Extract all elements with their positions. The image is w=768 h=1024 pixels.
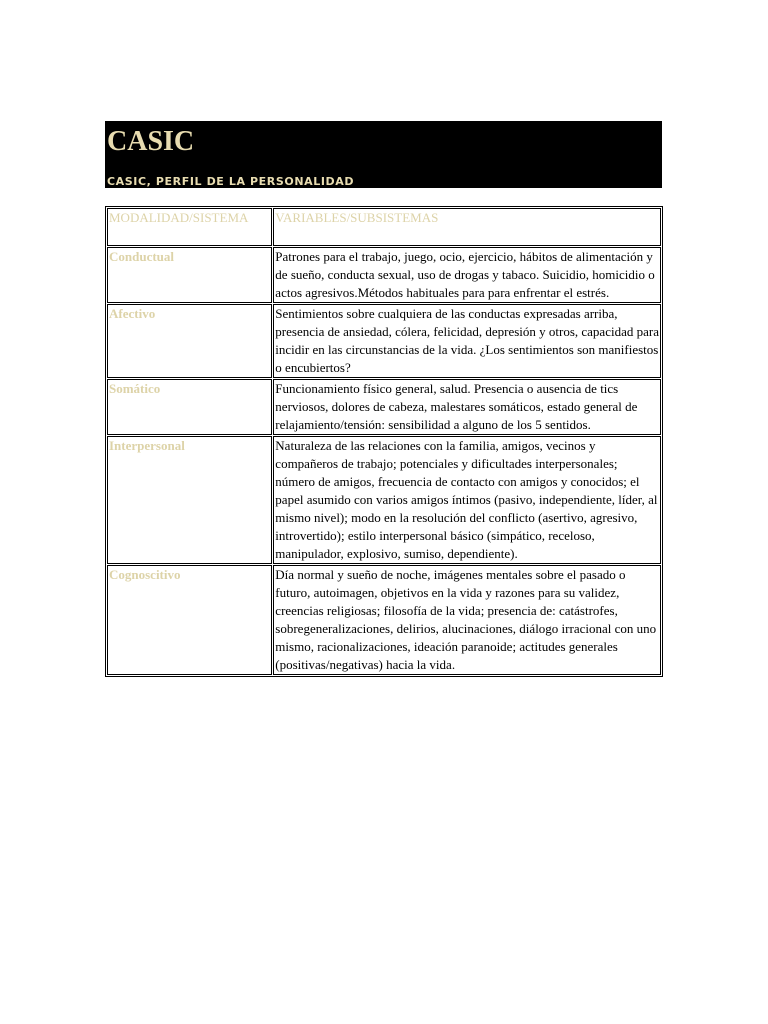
header-modalidad: MODALIDAD/SISTEMA	[107, 208, 272, 246]
table-row	[107, 436, 661, 564]
row-modalidad: Cognoscitivo	[107, 565, 272, 675]
table-row	[107, 565, 661, 675]
row-modalidad: Somático	[107, 379, 272, 435]
row-variables: Patrones para el trabajo, juego, ocio, ejercicio, hábitos de alimentación y de sueño, conducta sexual, uso de drogas y tabaco. Suicidio, homicidio o actos agresivos.Métodos habituales para para enfrentar el estrés.	[273, 247, 661, 303]
row-variables: Día normal y sueño de noche, imágenes mentales sobre el pasado o futuro, autoimagen, objetivos en la vida y razones para su validez, creencias religiosas; filosofía de la vida; presencia de: catástrofes, sobregeneralizaciones, delirios, alucinaciones, diálogo irracional con uno mismo, racionalizaciones, ideación paranoide; actitudes generales (positivas/negativas) hacia la vida.	[273, 565, 661, 675]
document-banner	[105, 121, 662, 188]
casic-table-container	[105, 206, 663, 677]
table-row	[107, 379, 661, 435]
document-title: CASIC	[107, 126, 195, 157]
table-row	[107, 247, 661, 303]
row-modalidad: Conductual	[107, 247, 272, 303]
table-row	[107, 304, 661, 378]
header-variables: VARIABLES/SUBSISTEMAS	[273, 208, 661, 246]
row-variables: Sentimientos sobre cualquiera de las conductas expresadas arriba, presencia de ansiedad, cólera, felicidad, depresión y otros, capacidad para incidir en las circunstancias de la vida. ¿Los sentimientos son manifiestos o encubiertos?	[273, 304, 661, 378]
row-modalidad: Interpersonal	[107, 436, 272, 564]
casic-table	[105, 206, 663, 677]
document-subtitle: CASIC, PERFIL DE LA PERSONALIDAD	[107, 175, 355, 188]
row-variables: Naturaleza de las relaciones con la familia, amigos, vecinos y compañeros de trabajo; potenciales y dificultades interpersonales; número de amigos, frecuencia de contacto con amigos y conocidos; el papel asumido con varios amigos íntimos (pasivo, independiente, líder, al mismo nivel); modo en la resolución del conflicto (asertivo, agresivo, introvertido); estilo interpersonal básico (simpático, receloso, manipulador, explosivo, sumiso, dependiente).	[273, 436, 661, 564]
table-header-row	[107, 208, 661, 246]
row-variables: Funcionamiento físico general, salud. Presencia o ausencia de tics nerviosos, dolores de cabeza, malestares somáticos, estado general de relajamiento/tensión: sensibilidad a alguno de los 5 sentidos.	[273, 379, 661, 435]
row-modalidad: Afectivo	[107, 304, 272, 378]
